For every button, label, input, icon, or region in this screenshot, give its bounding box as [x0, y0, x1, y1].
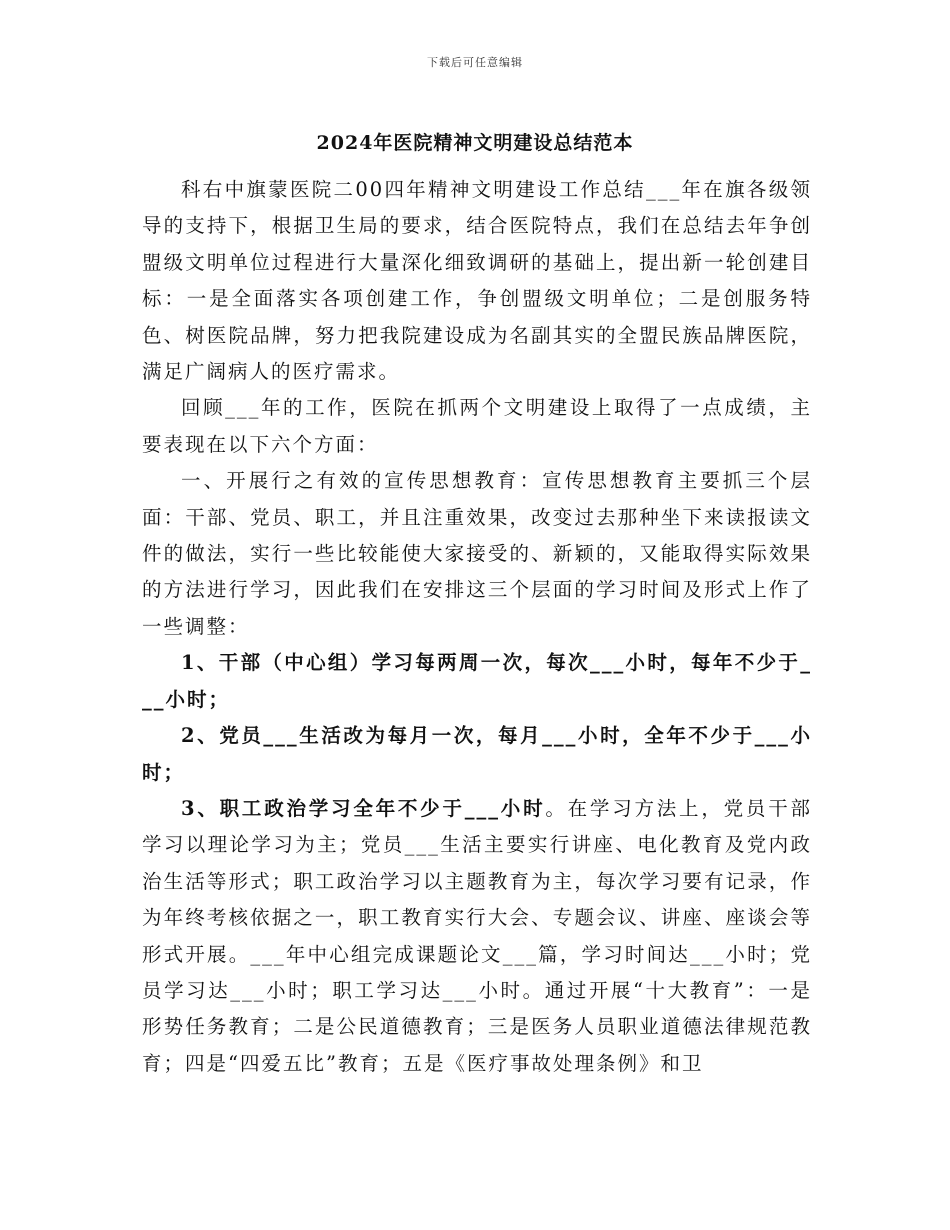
paragraph-item-1: 1、干部（中心组）学习每两周一次，每次___小时，每年不少于___小时； — [142, 651, 812, 711]
paragraph-item-3-heading: 3、职工政治学习全年不少于___小时 — [181, 796, 546, 820]
paragraph-item-2: 2、党员___生活改为每月一次，每月___小时，全年不少于___小时； — [142, 724, 812, 784]
paragraph-item-3 — [142, 791, 812, 1082]
paragraph-section-one: 一、开展行之有效的宣传思想教育：宣传思想教育主要抓三个层面：干部、党员、职工，并且注重效果，改变过去那种坐下来读报读文件的做法，实行一些比较能使大家接受的、新颖的，又能取得实际效果的方法进行学习，因此我们在安排这三个层面的学习时间及形式上作了一些调整： — [142, 469, 812, 638]
header-note: 下载后可任意编辑 — [427, 56, 523, 69]
paragraph-intro: 科右中旗蒙医院二00四年精神文明建设工作总结___年在旗各级领导的支持下，根据卫生局的要求，结合医院特点，我们在总结去年争创盟级文明单位过程进行大量深化细致调研的基础上，提出新一轮创建目标：一是全面落实各项创建工作，争创盟级文明单位；二是创服务特色、树医院品牌，努力把我院建设成为名副其实的全盟民族品牌医院，满足广阔病人的医疗需求。 — [142, 178, 812, 384]
paragraph-review: 回顾___年的工作，医院在抓两个文明建设上取得了一点成绩，主要表现在以下六个方面： — [142, 396, 812, 456]
page-title: 2024年医院精神文明建设总结范本 — [316, 132, 634, 154]
paragraph-item-3-body: 。在学习方法上，党员干部学习以理论学习为主；党员___生活主要实行讲座、电化教育及党内政治生活等形式；职工政治学习以主题教育为主，每次学习要有记录，作为年终考核依据之一，职工教育实行大会、专题会议、讲座、座谈会等形式开展。___年中心组完成课题论文___篇，学习时间达___小时；党员学习达___小时；职工学习达___小时。通过开展“十大教育”：一是形势任务教育；二是公民道德教育；三是医务人员职业道德法律规范教育；四是“四爱五比”教育；五是《医疗事故处理条例》和卫 — [142, 796, 812, 1075]
document-body — [142, 172, 812, 1082]
